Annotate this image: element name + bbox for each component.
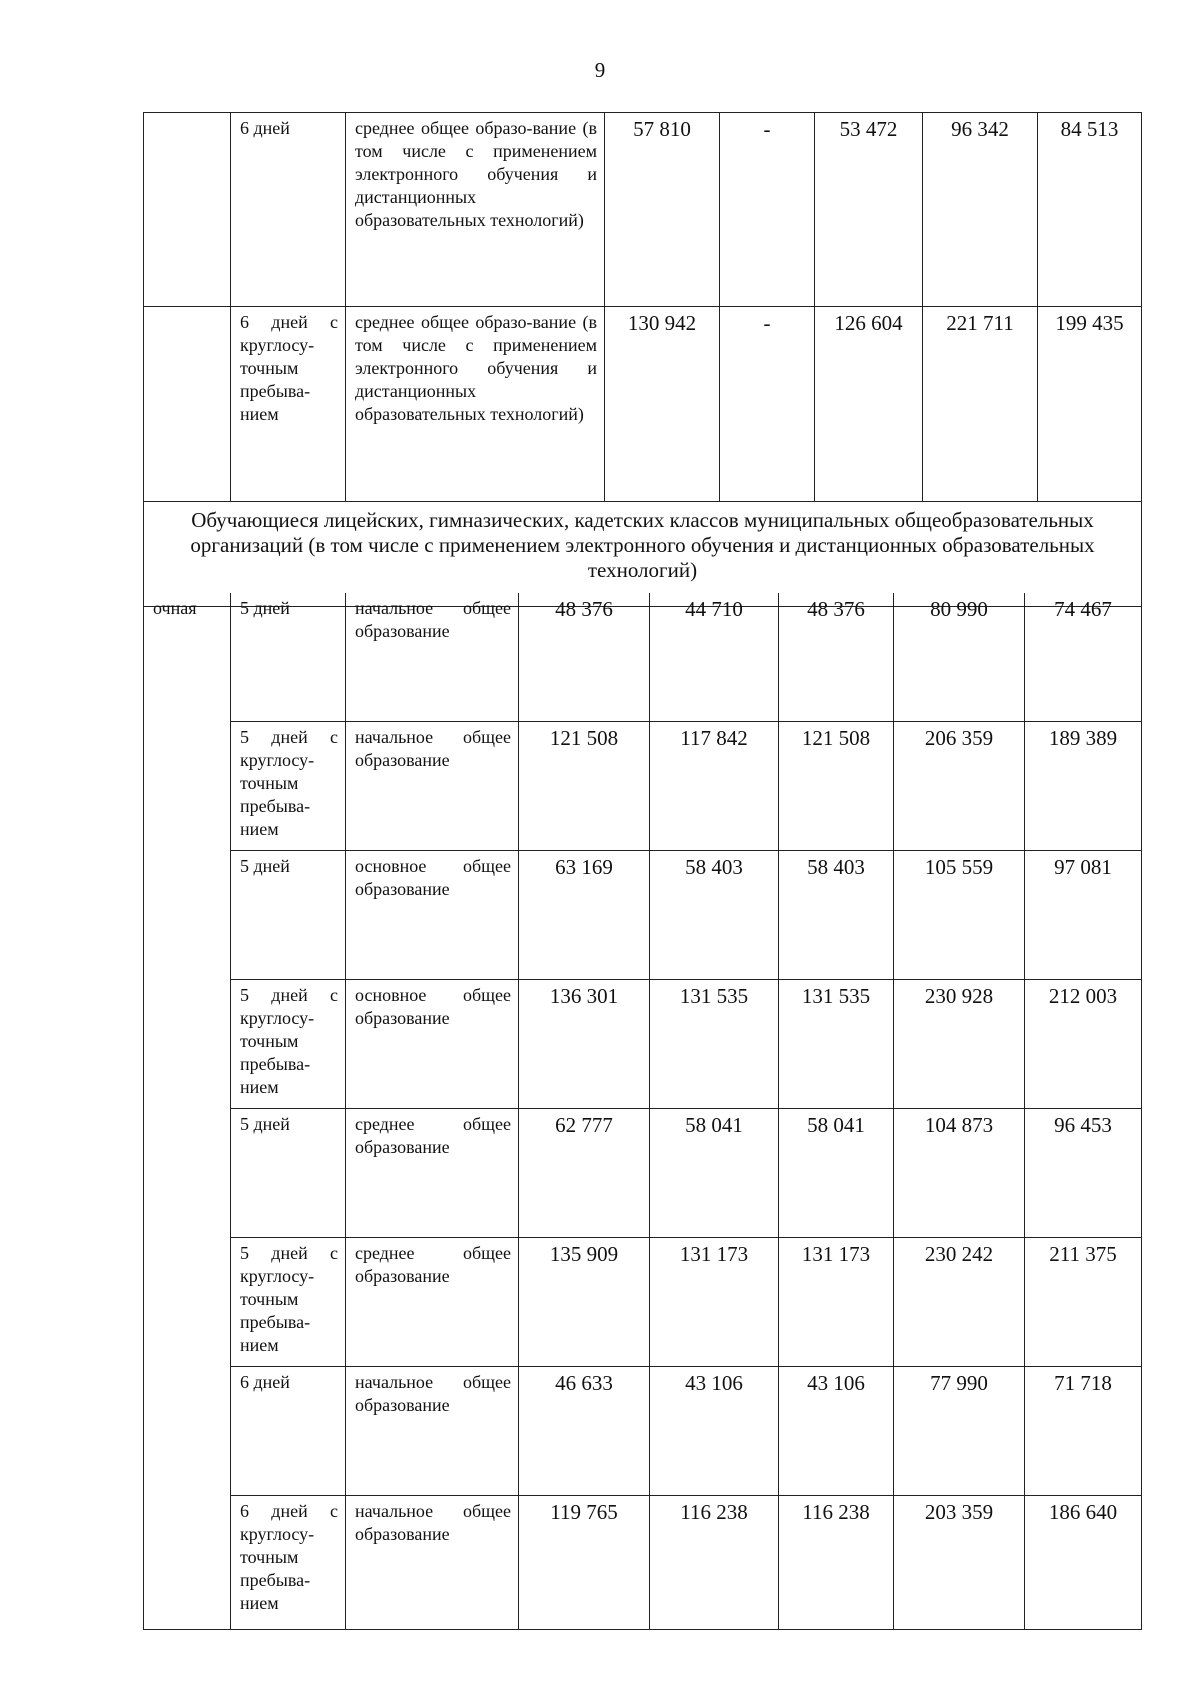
value-cell: 119 765 [519, 1496, 650, 1630]
value-cell: 131 535 [650, 980, 779, 1109]
value-cell: 48 376 [519, 593, 650, 722]
value-cell: 136 301 [519, 980, 650, 1109]
value-cell: 189 389 [1025, 722, 1142, 851]
value-cell: 135 909 [519, 1238, 650, 1367]
value-cell: 96 453 [1025, 1109, 1142, 1238]
form-cell: очная [144, 593, 231, 1630]
value-cell: 121 508 [779, 722, 894, 851]
level-cell: среднее общее образование [346, 1238, 519, 1367]
value-cell: 63 169 [519, 851, 650, 980]
table-row [144, 307, 1142, 502]
form-cell [144, 113, 231, 307]
table-row [144, 1496, 1142, 1630]
value-cell: 58 041 [650, 1109, 779, 1238]
value-cell: 130 942 [605, 307, 720, 502]
table-row [144, 722, 1142, 851]
value-cell: 46 633 [519, 1367, 650, 1496]
value-cell: 116 238 [779, 1496, 894, 1630]
level-cell: основное общее образование [346, 980, 519, 1109]
value-cell: 97 081 [1025, 851, 1142, 980]
table-row [144, 1367, 1142, 1496]
table-row [144, 980, 1142, 1109]
level-cell: начальное общее образование [346, 593, 519, 722]
days-cell: 6 дней [231, 1367, 346, 1496]
value-cell: 117 842 [650, 722, 779, 851]
days-cell: 5 дней с круглосу-точным пребыва-нием [231, 1238, 346, 1367]
table-row [144, 1109, 1142, 1238]
form-cell [144, 307, 231, 502]
value-cell: 121 508 [519, 722, 650, 851]
value-cell: 186 640 [1025, 1496, 1142, 1630]
level-cell: среднее общее образование [346, 1109, 519, 1238]
days-cell: 5 дней [231, 593, 346, 722]
value-cell: 58 041 [779, 1109, 894, 1238]
level-cell: основное общее образование [346, 851, 519, 980]
value-cell: 221 711 [923, 307, 1038, 502]
days-cell: 5 дней с круглосу-точным пребыва-нием [231, 722, 346, 851]
value-cell: 62 777 [519, 1109, 650, 1238]
table-row [144, 1238, 1142, 1367]
days-cell: 6 дней [231, 113, 346, 307]
table-row [144, 113, 1142, 307]
level-cell: начальное общее образование [346, 1496, 519, 1630]
section-heading-row [144, 502, 1142, 607]
days-cell: 6 дней с круглосу-точным пребыва-нием [231, 307, 346, 502]
cost-table-section [143, 593, 1142, 1630]
value-cell: 43 106 [650, 1367, 779, 1496]
value-cell: 206 359 [894, 722, 1025, 851]
cost-table-top [143, 112, 1142, 607]
level-cell: начальное общее образование [346, 1367, 519, 1496]
value-cell: 212 003 [1025, 980, 1142, 1109]
days-cell: 5 дней [231, 1109, 346, 1238]
value-cell: 44 710 [650, 593, 779, 722]
value-cell: 71 718 [1025, 1367, 1142, 1496]
value-cell: 80 990 [894, 593, 1025, 722]
value-cell: 48 376 [779, 593, 894, 722]
value-cell: 96 342 [923, 113, 1038, 307]
value-cell: 104 873 [894, 1109, 1025, 1238]
days-cell: 5 дней с круглосу-точным пребыва-нием [231, 980, 346, 1109]
days-cell: 6 дней с круглосу-точным пребыва-нием [231, 1496, 346, 1630]
value-cell: - [720, 307, 815, 502]
value-cell: 43 106 [779, 1367, 894, 1496]
value-cell: 230 242 [894, 1238, 1025, 1367]
table-row [144, 593, 1142, 722]
value-cell: 203 359 [894, 1496, 1025, 1630]
level-cell: среднее общее образо-вание (в том числе с применением электронного обучения и дистанционных образовательных технологий) [346, 307, 605, 502]
value-cell: 131 173 [650, 1238, 779, 1367]
value-cell: 53 472 [815, 113, 923, 307]
value-cell: 116 238 [650, 1496, 779, 1630]
value-cell: 126 604 [815, 307, 923, 502]
value-cell: 199 435 [1038, 307, 1142, 502]
level-cell: среднее общее образо-вание (в том числе с применением электронного обучения и дистанционных образовательных технологий) [346, 113, 605, 307]
value-cell: 211 375 [1025, 1238, 1142, 1367]
value-cell: 57 810 [605, 113, 720, 307]
days-cell: 5 дней [231, 851, 346, 980]
value-cell: 84 513 [1038, 113, 1142, 307]
page-number: 9 [594, 58, 606, 82]
value-cell: 58 403 [650, 851, 779, 980]
value-cell: 131 173 [779, 1238, 894, 1367]
value-cell: 230 928 [894, 980, 1025, 1109]
level-cell: начальное общее образование [346, 722, 519, 851]
section-heading: Обучающиеся лицейских, гимназических, кадетских классов муниципальных общеобразовательных организаций (в том числе с применением электронного обучения и дистанционных образовательных технологий) [144, 502, 1142, 607]
value-cell: 131 535 [779, 980, 894, 1109]
value-cell: 77 990 [894, 1367, 1025, 1496]
value-cell: 105 559 [894, 851, 1025, 980]
value-cell: - [720, 113, 815, 307]
table-row [144, 851, 1142, 980]
value-cell: 74 467 [1025, 593, 1142, 722]
value-cell: 58 403 [779, 851, 894, 980]
